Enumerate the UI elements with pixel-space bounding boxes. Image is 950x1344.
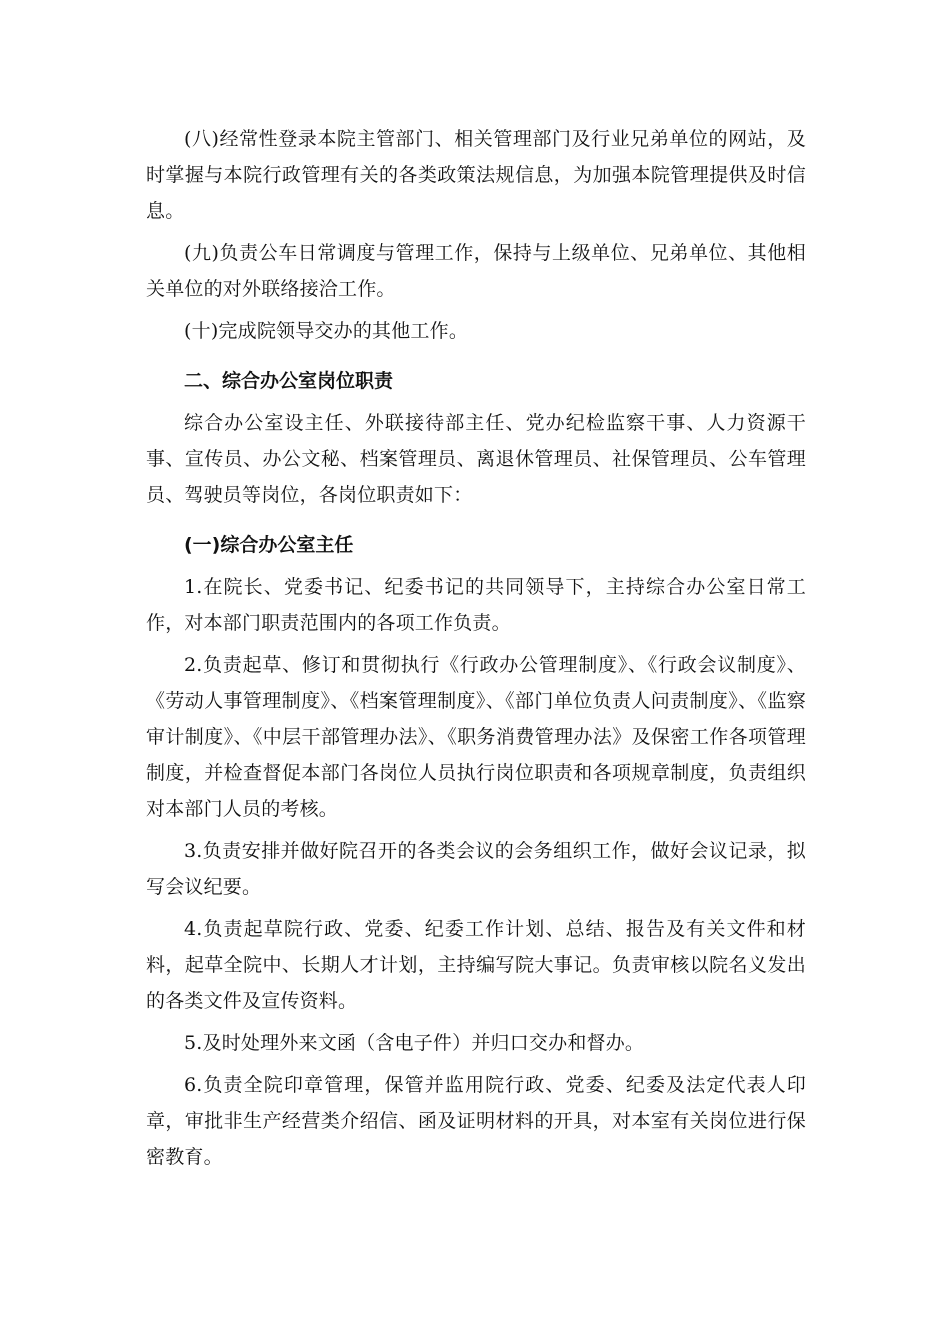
subsection-heading: (一)综合办公室主任	[184, 534, 354, 556]
paragraph-item-9: (九)负责公车日常调度与管理工作，保持与上级单位、兄弟单位、其他相关单位的对外联络接洽工作。	[146, 242, 806, 300]
duty-item-6: 6.负责全院印章管理，保管并监用院行政、党委、纪委及法定代表人印章，审批非生产经营类介绍信、函及证明材料的开具，对本室有关岗位进行保密教育。	[146, 1074, 806, 1168]
section-intro: 综合办公室设主任、外联接待部主任、党办纪检监察干事、人力资源干事、宣传员、办公文秘、档案管理员、离退休管理员、社保管理员、公车管理员、驾驶员等岗位，各岗位职责如下：	[146, 412, 806, 506]
document-page	[146, 121, 806, 1175]
duty-item-2: 2.负责起草、修订和贯彻执行《行政办公管理制度》、《行政会议制度》、《劳动人事管理制度》、《档案管理制度》、《部门单位负责人问责制度》、《监察审计制度》、《中层干部管理办法》、《职务消费管理办法》及保密工作各项管理制度，并检查督促本部门各岗位人员执行岗位职责和各项规章制度，负责组织对本部门人员的考核。	[146, 654, 806, 820]
duty-item-5: 5.及时处理外来文函（含电子件）并归口交办和督办。	[184, 1032, 645, 1054]
paragraph-item-10: (十)完成院领导交办的其他工作。	[184, 320, 469, 342]
duty-item-3: 3.负责安排并做好院召开的各类会议的会务组织工作，做好会议记录，拟写会议纪要。	[146, 840, 806, 898]
section-heading: 二、综合办公室岗位职责	[184, 370, 394, 392]
duty-item-4: 4.负责起草院行政、党委、纪委工作计划、总结、报告及有关文件和材料，起草全院中、长期人才计划，主持编写院大事记。负责审核以院名义发出的各类文件及宣传资料。	[146, 918, 806, 1012]
paragraph-item-8: (八)经常性登录本院主管部门、相关管理部门及行业兄弟单位的网站，及时掌握与本院行政管理有关的各类政策法规信息，为加强本院管理提供及时信息。	[146, 128, 806, 222]
duty-item-1: 1.在院长、党委书记、纪委书记的共同领导下，主持综合办公室日常工作，对本部门职责范围内的各项工作负责。	[146, 576, 806, 634]
